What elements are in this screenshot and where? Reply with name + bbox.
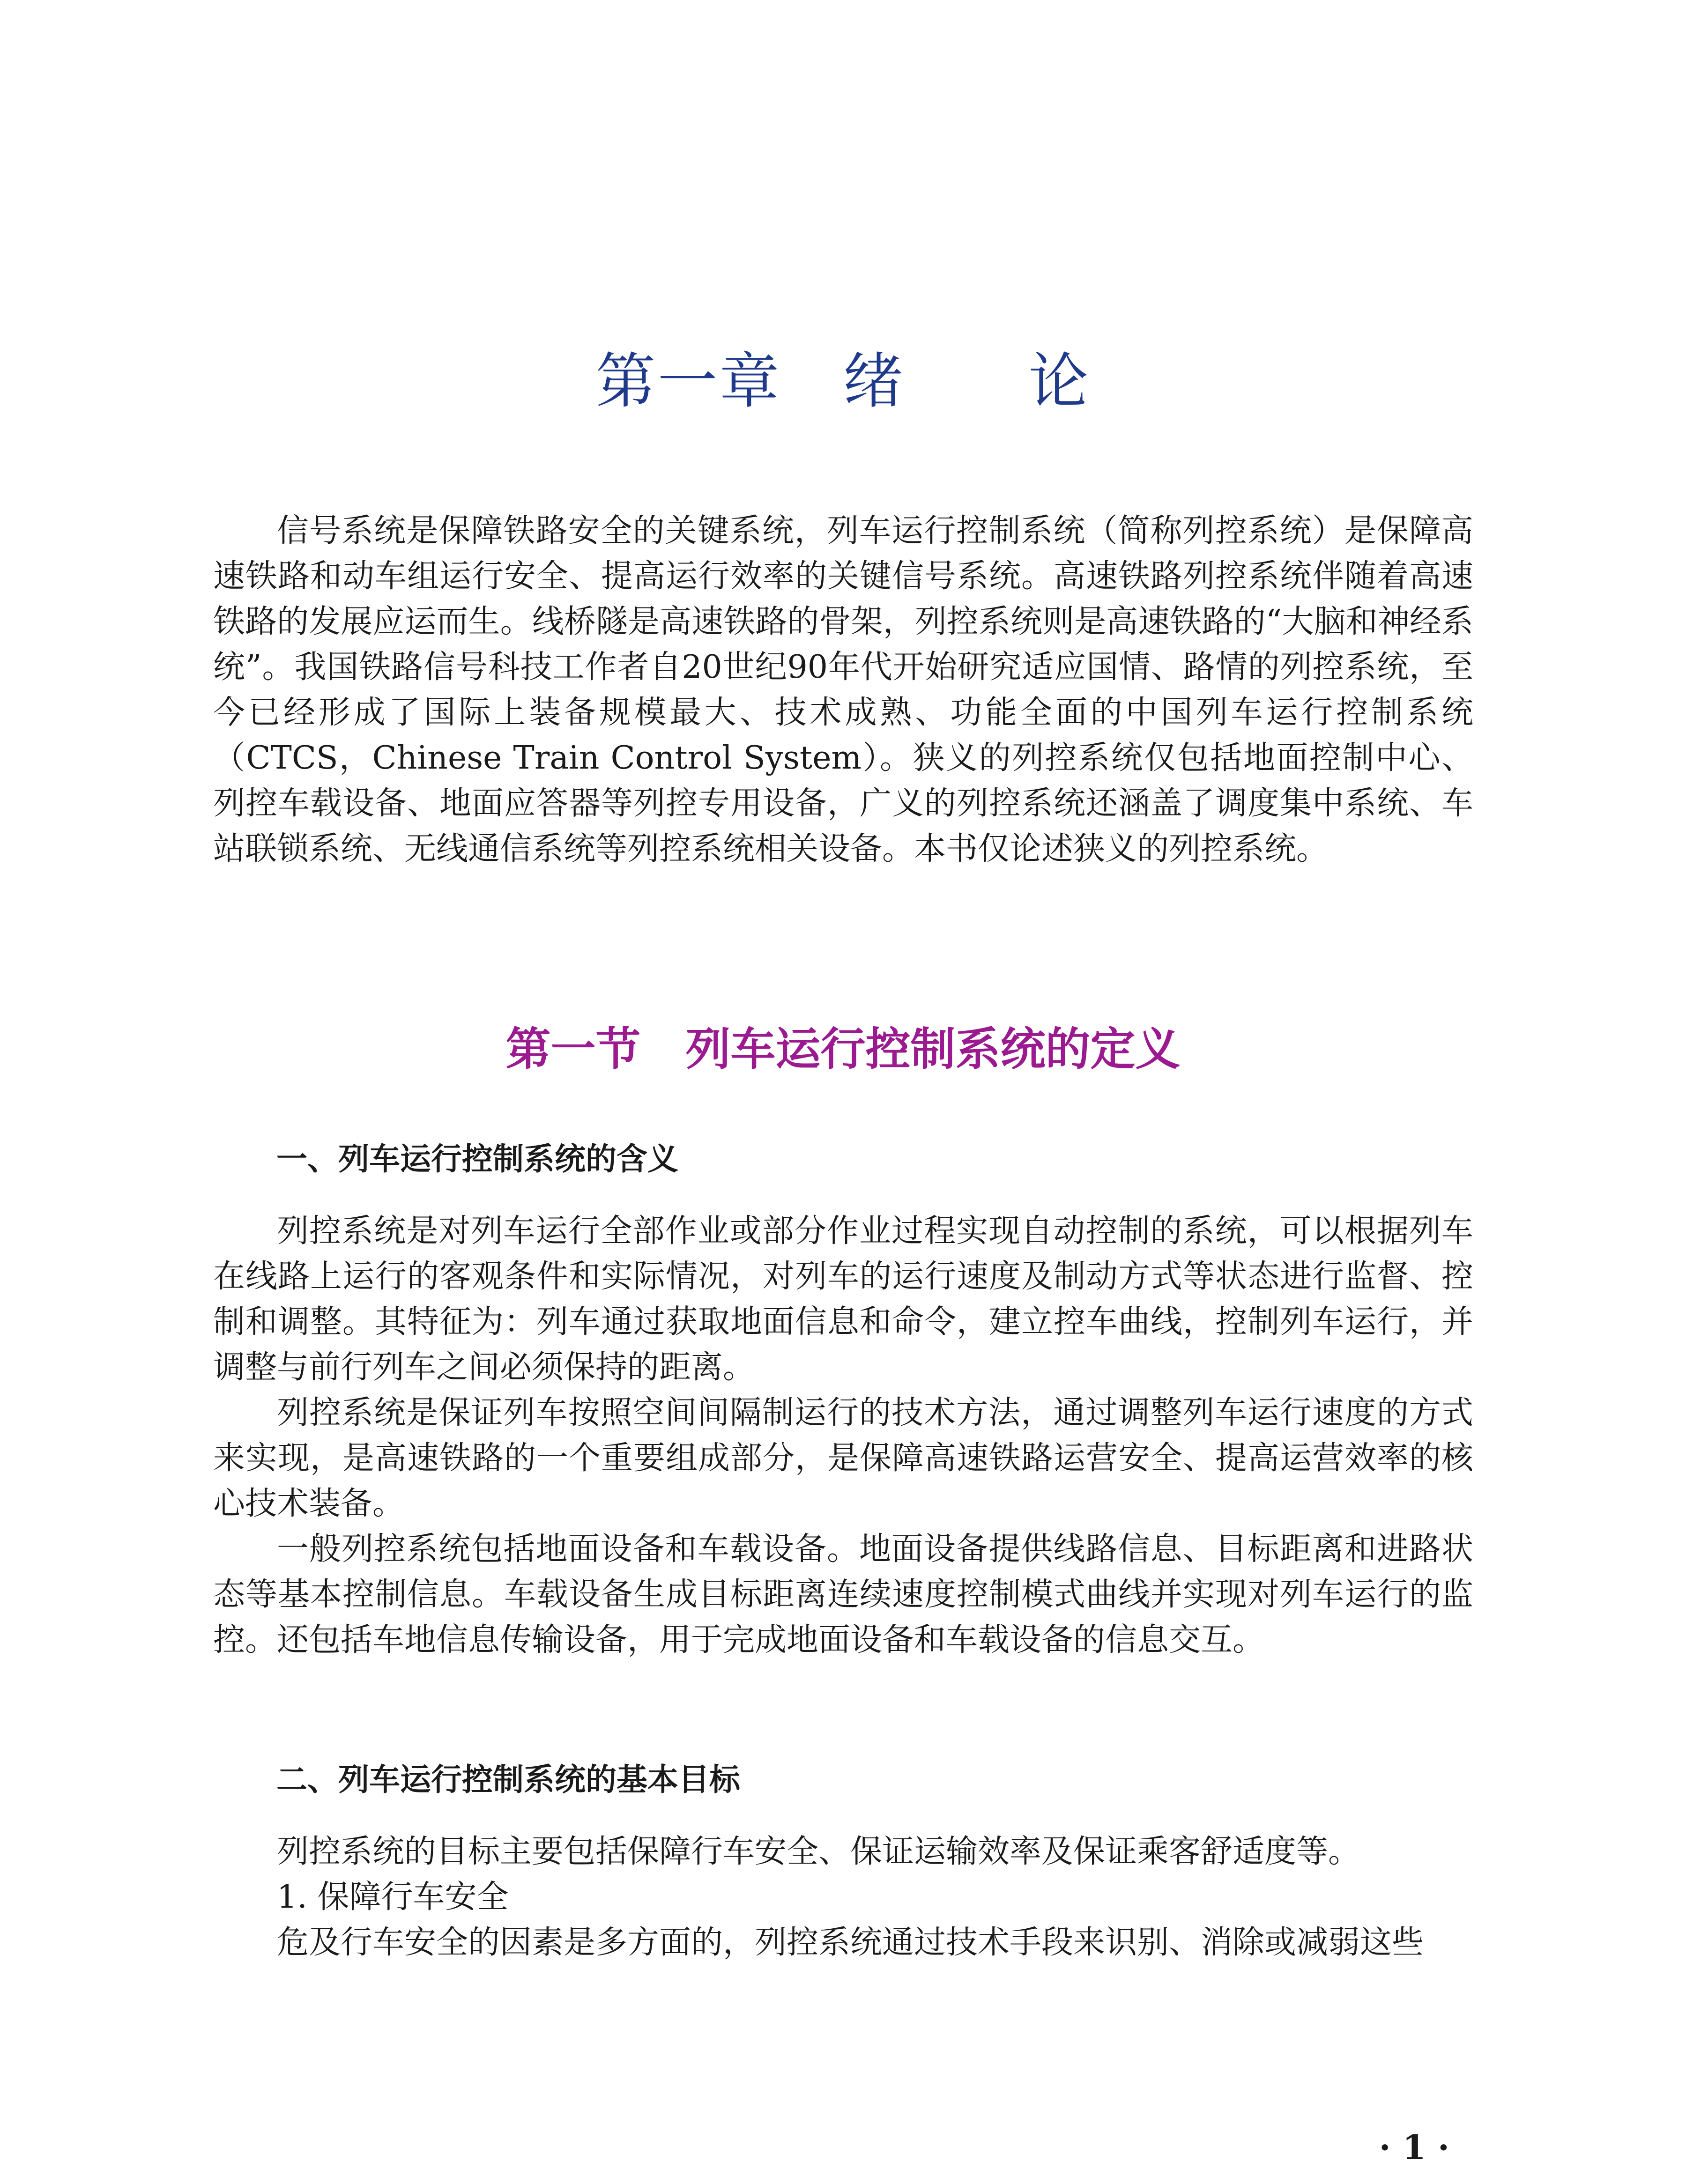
body-paragraph: 危及行车安全的因素是多方面的，列控系统通过技术手段来识别、消除或减弱这些 — [277, 1924, 1424, 1961]
definition-body — [213, 1208, 1473, 1663]
body-paragraph: 一般列控系统包括地面设备和车载设备。地面设备提供线路信息、目标距离和进路状态等基本控制信息。车载设备生成目标距离连续速度控制模式曲线并实现对列车运行的监控。还包括车地信息传输设备，用于完成地面设备和车载设备的信息交互。 — [213, 1531, 1473, 1658]
list-heading: 1. 保障行车安全 — [277, 1879, 509, 1916]
body-paragraph: 列控系统是对列车运行全部作业或部分作业过程实现自动控制的系统，可以根据列车在线路上运行的客观条件和实际情况，对列车的运行速度及制动方式等状态进行监督、控制和调整。其特征为：列车通过获取地面信息和命令，建立控车曲线，控制列车运行，并调整与前行列车之间必须保持的距离。 — [213, 1213, 1473, 1386]
intro-paragraph: 信号系统是保障铁路安全的关键系统，列车运行控制系统（简称列控系统）是保障高速铁路和动车组运行安全、提高运行效率的关键信号系统。高速铁路列控系统伴随着高速铁路的发展应运而生。线桥隧是高速铁路的骨架，列控系统则是高速铁路的“大脑和神经系统”。我国铁路信号科技工作者自20世纪90年代开始研究适应国情、路情的列控系统，至今已经形成了国际上装备规模最大、技术成熟、功能全面的中国列车运行控制系统（CTCS，Chinese Train Control System）。狭义的列控系统仅包括地面控制中心、列控车载设备、地面应答器等列控专用设备，广义的列控系统还涵盖了调度集中系统、车站联锁系统、无线通信系统等列控系统相关设备。本书仅论述狭义的列控系统。 — [213, 512, 1473, 867]
page-number: · 1 · — [1379, 2127, 1449, 2167]
subsection-heading-definition: 一、列车运行控制系统的含义 — [276, 1141, 678, 1177]
subsection-heading-goals: 二、列车运行控制系统的基本目标 — [276, 1762, 740, 1798]
intro-block — [213, 508, 1473, 872]
chapter-title: 第一章 绪 论 — [595, 347, 1091, 416]
section-title: 第一节 列车运行控制系统的定义 — [505, 1022, 1181, 1075]
goals-body — [213, 1829, 1473, 1965]
body-paragraph: 列控系统的目标主要包括保障行车安全、保证运输效率及保证乘客舒适度等。 — [277, 1833, 1360, 1870]
body-paragraph: 列控系统是保证列车按照空间间隔制运行的技术方法，通过调整列车运行速度的方式来实现，是高速铁路的一个重要组成部分，是保障高速铁路运营安全、提高运营效率的核心技术装备。 — [213, 1394, 1473, 1522]
